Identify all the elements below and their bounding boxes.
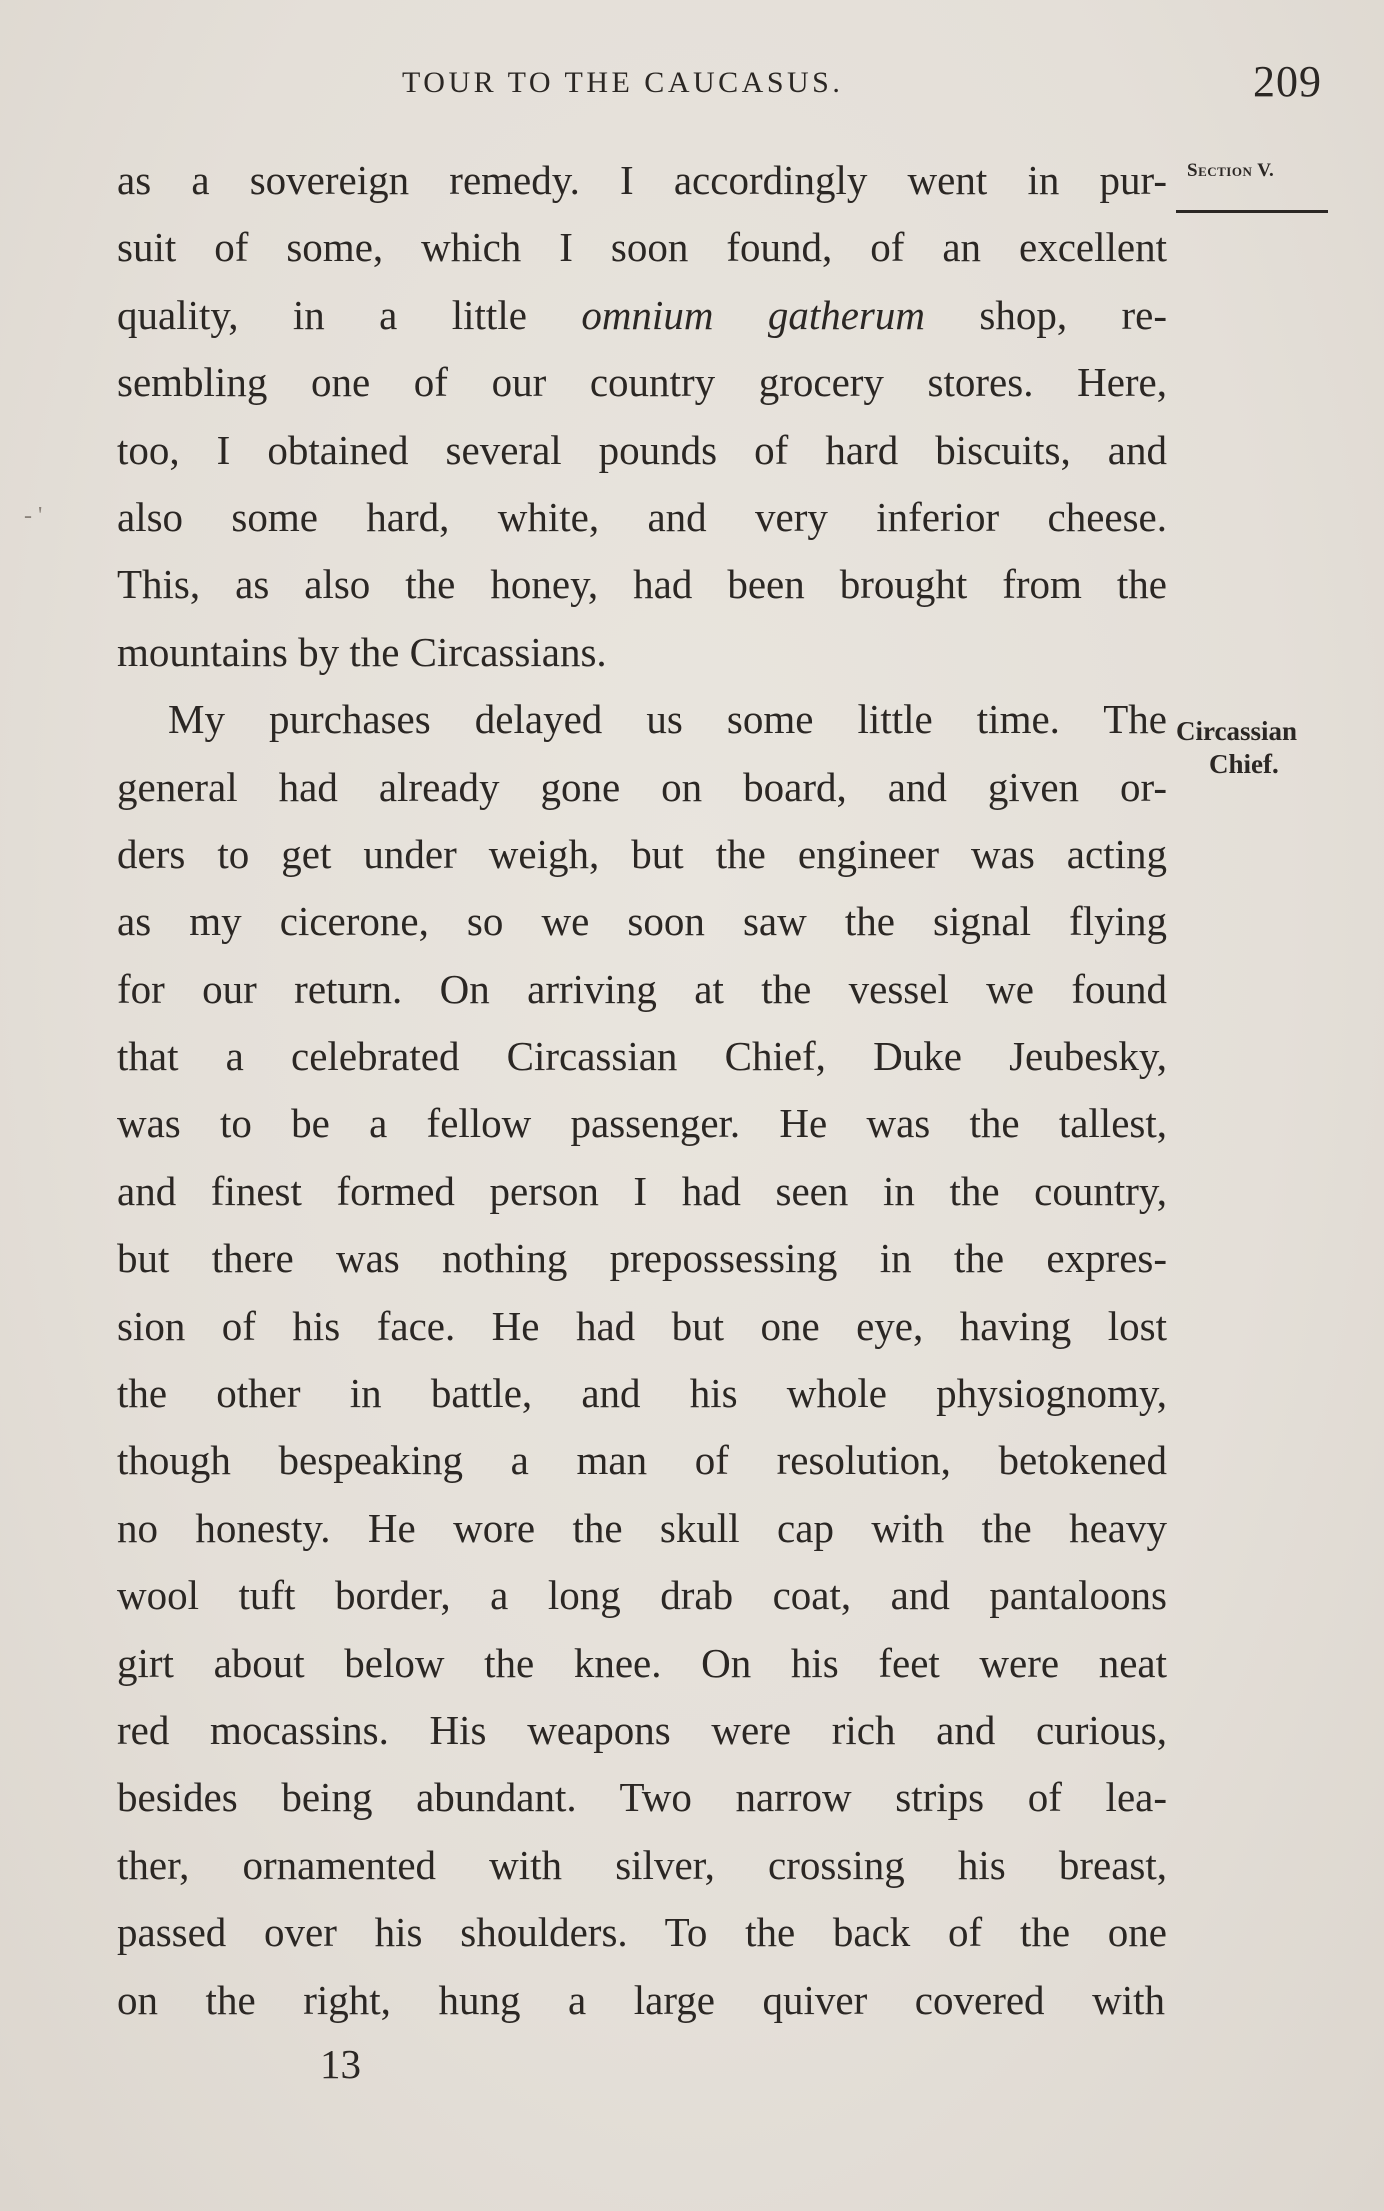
text-line: mountains by the Circassians. [117, 628, 607, 675]
text-line: was to be a fellow passenger. He was the tallest, [117, 1100, 1167, 1147]
margin-note-section: Section V. [1187, 160, 1275, 181]
margin-note-topic-line-1: Circassian [1176, 716, 1298, 746]
text-line: passed over his shoulders. To the back of the one [117, 1909, 1167, 1956]
text-line: sembling one of our country grocery stores. Here, [117, 359, 1167, 406]
text-line: too, I obtained several pounds of hard biscuits, and [117, 426, 1167, 473]
text-line: that a celebrated Circassian Chief, Duke Jeubesky, [117, 1033, 1167, 1080]
text-line: as my cicerone, so we soon saw the signal flying [117, 898, 1167, 945]
stray-ink-mark: ‐ ' [24, 503, 43, 529]
signature-mark: 13 [320, 2041, 361, 2087]
text-line: general had already gone on board, and given or- [117, 763, 1167, 810]
text-line: This, as also the honey, had been brought from the [117, 561, 1167, 608]
running-head: TOUR TO THE CAUCASUS. [402, 66, 844, 99]
text-line: ders to get under weigh, but the engineer was acting [117, 830, 1167, 877]
text-line: sion of his face. He had but one eye, having lost [117, 1302, 1167, 1349]
text-line: girt about below the knee. On his feet were neat [117, 1639, 1167, 1686]
text-line: wool tuft border, a long drab coat, and pantaloons [117, 1572, 1167, 1619]
text-line: suit of some, which I soon found, of an excellent [117, 224, 1167, 271]
text-line: for our return. On arriving at the vessel we found [117, 965, 1167, 1012]
margin-note-topic-line-2: Chief. [1209, 749, 1279, 779]
text-line: as a sovereign remedy. I accordingly went in pur- [117, 157, 1167, 203]
text-line: and finest formed person I had seen in the country, [117, 1167, 1167, 1214]
text-line: but there was nothing prepossessing in the expres- [117, 1235, 1167, 1282]
text-line: besides being abundant. Two narrow strips of lea- [117, 1774, 1167, 1821]
page-number: 209 [1253, 57, 1322, 106]
margin-note-rule [1176, 210, 1328, 213]
text-line: ther, ornamented with silver, crossing his breast, [117, 1841, 1167, 1888]
text-line: quality, in a little omnium gatherum shop, re- [117, 291, 1167, 338]
text-line: no honesty. He wore the skull cap with the heavy [117, 1504, 1167, 1551]
body-text [117, 147, 1167, 2034]
text-line: though bespeaking a man of resolution, betokened [117, 1437, 1167, 1484]
text-line: the other in battle, and his whole physiognomy, [117, 1370, 1167, 1417]
text-line: also some hard, white, and very inferior cheese. [117, 493, 1167, 540]
text-line: My purchases delayed us some little time. The [168, 696, 1167, 743]
italic-phrase: omnium gatherum [581, 291, 925, 338]
text-line: on the right, hung a large quiver covered with [117, 1976, 1165, 2023]
text-line: red mocassins. His weapons were rich and curious, [117, 1706, 1167, 1753]
